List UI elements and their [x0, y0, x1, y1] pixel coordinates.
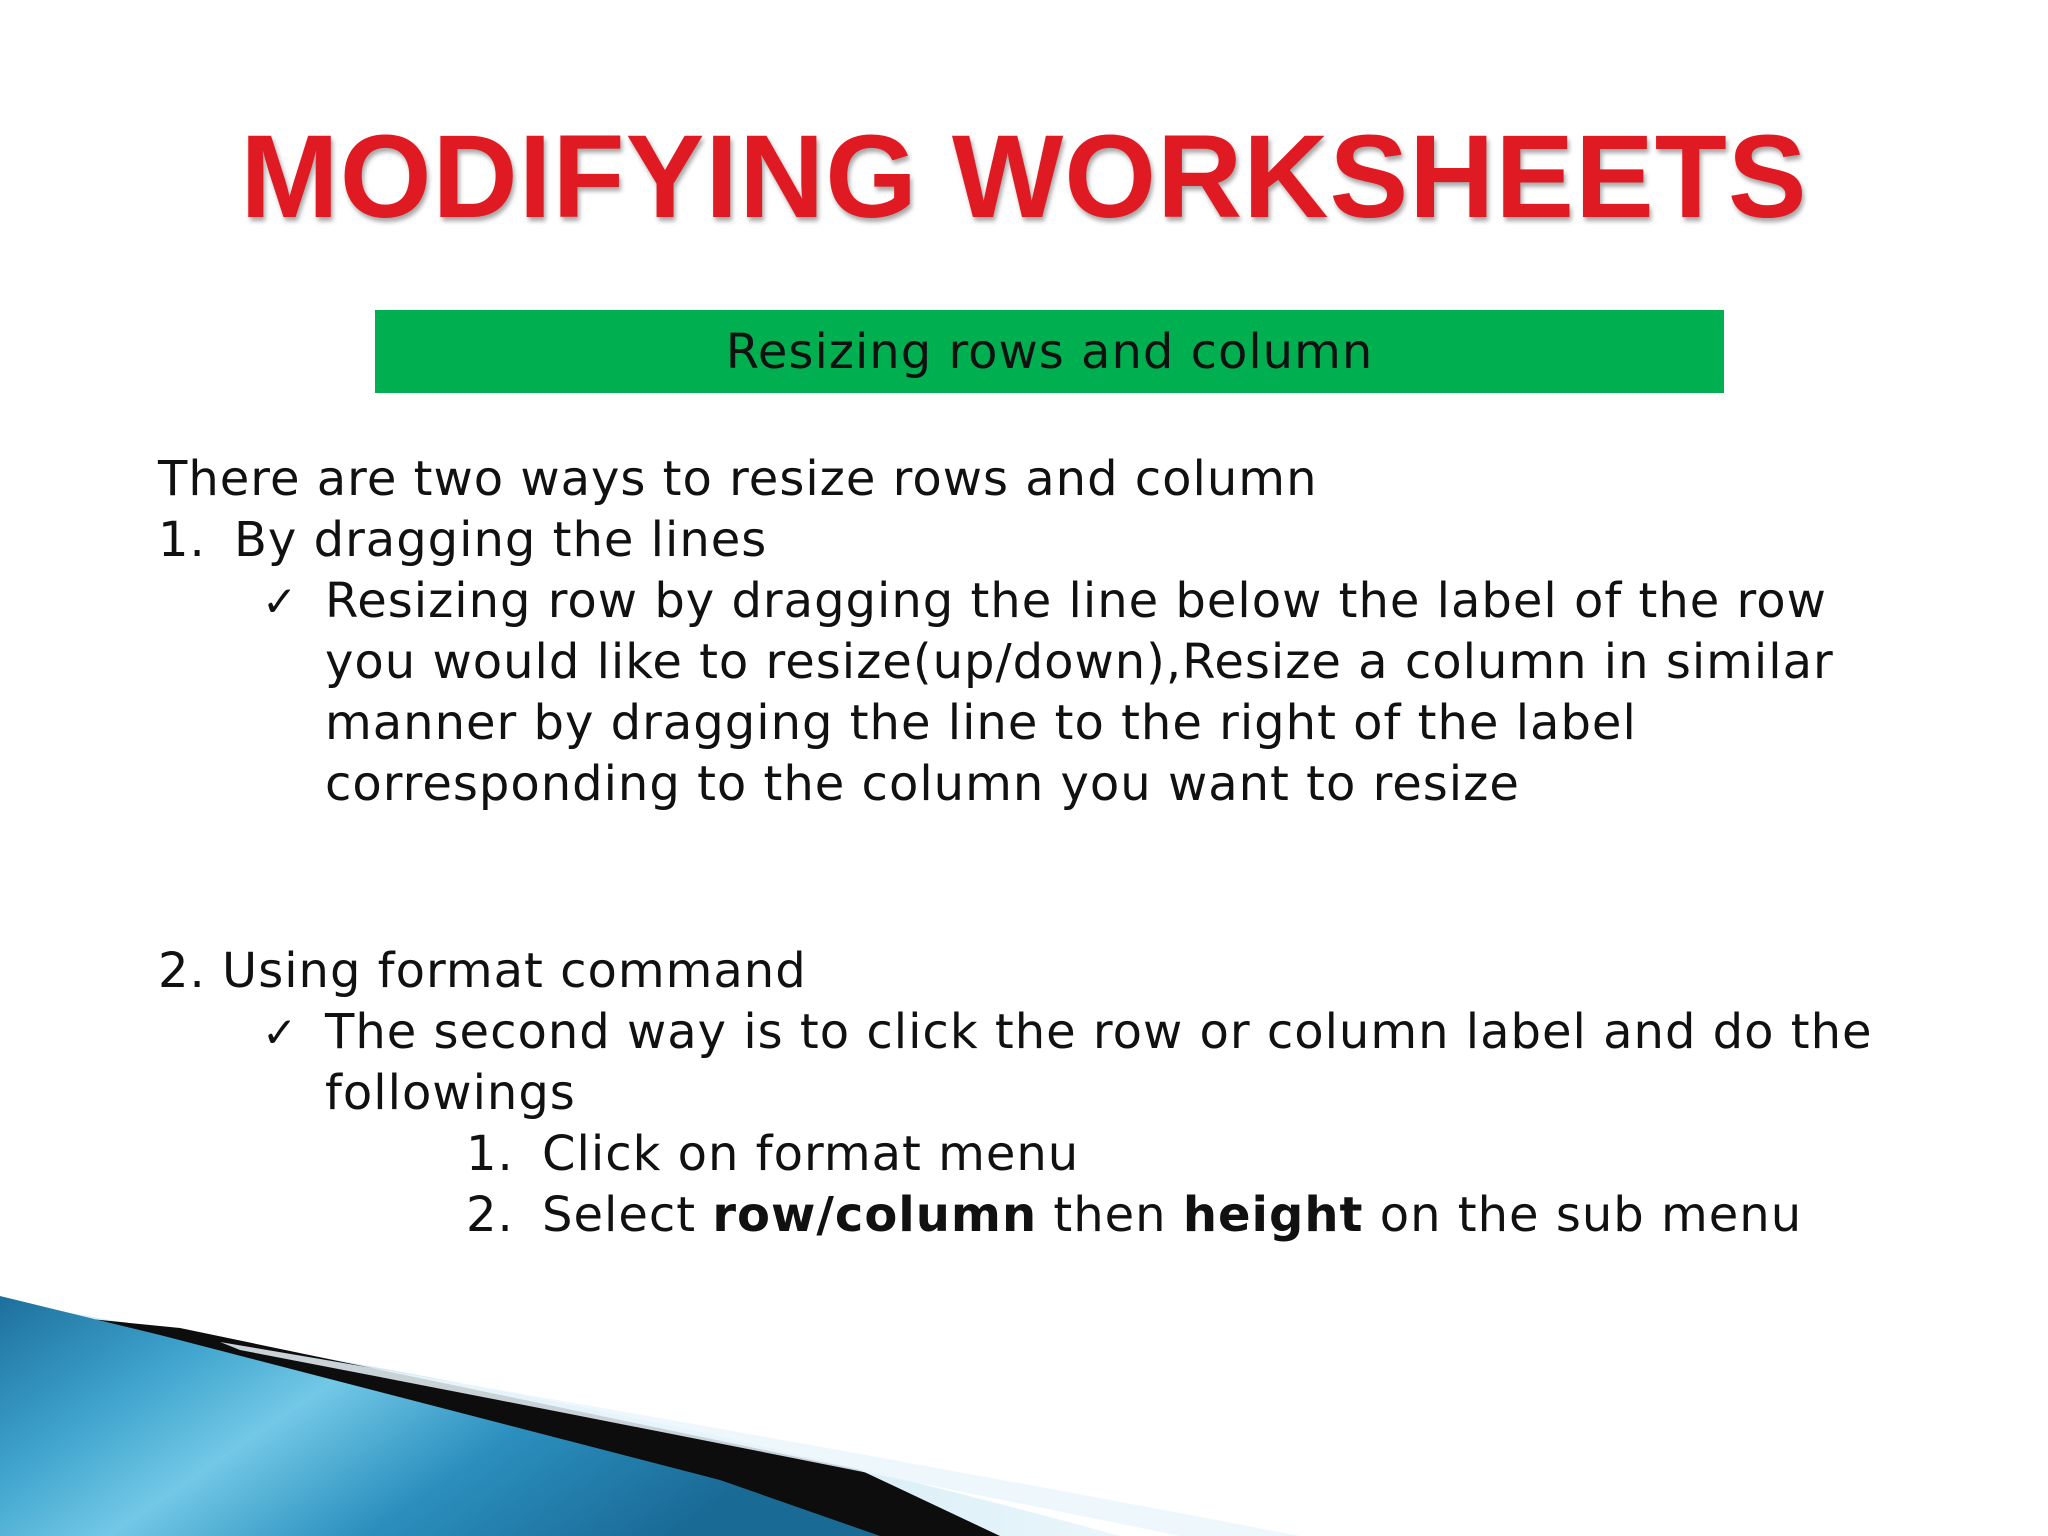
step-2-number: 2. — [466, 1187, 514, 1243]
check-icon: ✓ — [262, 577, 298, 626]
step-1-text: Click on format menu — [542, 1126, 1080, 1182]
step-2-text-part: on the sub menu — [1363, 1187, 1803, 1243]
decor-blue-band — [0, 1296, 880, 1536]
method-2-heading: 2. Using format command — [158, 943, 807, 999]
intro-text: There are two ways to resize rows and column — [158, 451, 1318, 507]
section-banner-label: Resizing rows and column — [725, 323, 1374, 380]
step-1-number: 1. — [466, 1126, 514, 1182]
step-1 — [466, 1124, 1079, 1185]
method-2-bullet — [325, 1002, 1873, 1124]
decorative-wave — [0, 1280, 2048, 1536]
bullet-line: corresponding to the column you want to resize — [325, 756, 1520, 812]
slide-title: MODIFYING WORKSHEETS — [240, 111, 1808, 243]
bullet-line: you would like to resize(up/down),Resize a column in similar — [325, 634, 1834, 690]
step-2 — [466, 1185, 1802, 1246]
method-1-number: 1. — [158, 512, 206, 568]
bullet-line: followings — [325, 1065, 576, 1121]
bullet-line: Resizing row by dragging the line below the label of the row — [325, 573, 1827, 629]
method-1-title: By dragging the lines — [234, 512, 768, 568]
step-2-emphasis-height: height — [1182, 1187, 1364, 1243]
method-1-bullet — [325, 571, 1834, 815]
step-2-emphasis-row-column: row/column — [712, 1187, 1038, 1243]
check-icon: ✓ — [262, 1008, 298, 1057]
section-banner — [375, 310, 1724, 393]
bullet-line: manner by dragging the line to the right of the label — [325, 695, 1637, 751]
step-2-text-part: Select — [542, 1187, 713, 1243]
method-1-heading — [158, 510, 767, 571]
bullet-line: The second way is to click the row or column label and do the — [325, 1004, 1873, 1060]
step-2-text-part: then — [1037, 1187, 1183, 1243]
